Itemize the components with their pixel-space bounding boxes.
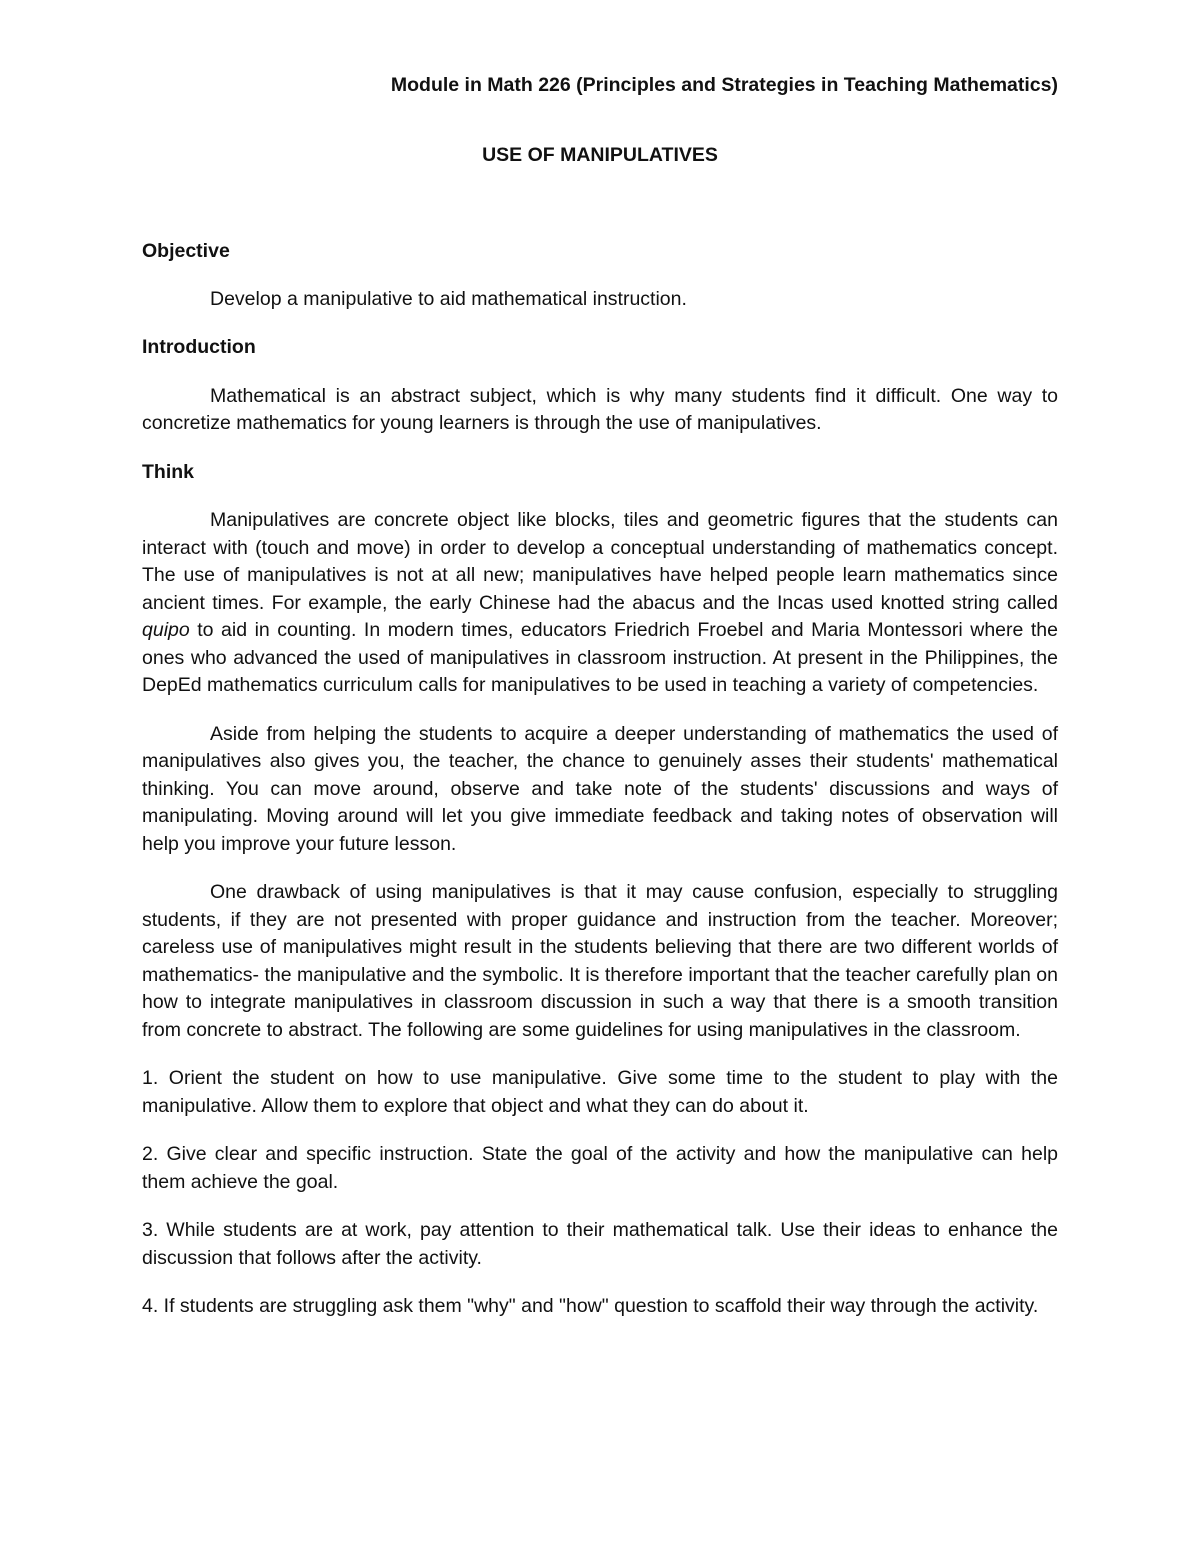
think-paragraph-1-part-a: Manipulatives are concrete object like blocks, tiles and geometric figures that the students can interact with (touch and move) in order to develop a conceptual understanding of mathematics concept. The use of manipulatives is not at all new; manipulatives have helped people learn mathematics since ancient times. For example, the early Chinese had the abacus and the Incas used knotted string called — [142, 509, 1058, 614]
page-title: USE OF MANIPULATIVES — [482, 144, 718, 166]
module-header: Module in Math 226 (Principles and Strategies in Teaching Mathematics) — [390, 74, 1058, 96]
think-paragraph-3: One drawback of using manipulatives is that it may cause confusion, especially to struggling students, if they are not presented with proper guidance and instruction from the teacher. Moreover; careless use of manipulatives might result in the students believing that there are two different worlds of mathematics- the manipulative and the symbolic. It is therefore important that the teacher carefully plan on how to integrate manipulatives in classroom discussion in such a way that there is a smooth transition from concrete to abstract. The following are some guidelines for using manipulatives in the classroom. — [142, 881, 1058, 1041]
introduction-heading: Introduction — [142, 336, 256, 358]
guideline-3: 3. While students are at work, pay attention to their mathematical talk. Use their ideas to enhance the discussion that follows after the activity. — [142, 1219, 1058, 1269]
guideline-4: 4. If students are struggling ask them "why" and "how" question to scaffold their way through the activity. — [142, 1295, 1039, 1317]
think-paragraph-1-part-b: to aid in counting. In modern times, educators Friedrich Froebel and Maria Montessori where the ones who advanced the used of manipulatives in classroom instruction. At present in the Philippines, the DepEd mathematics curriculum calls for manipulatives to be used in teaching a variety of competencies. — [142, 619, 1058, 696]
objective-heading: Objective — [142, 240, 230, 262]
guideline-2: 2. Give clear and specific instruction. State the goal of the activity and how the manipulative can help them achieve the goal. — [142, 1143, 1058, 1193]
introduction-text: Mathematical is an abstract subject, which is why many students find it difficult. One way to concretize mathematics for young learners is through the use of manipulatives. — [142, 384, 1058, 434]
quipo-term: quipo — [142, 619, 190, 641]
think-paragraph-1 — [142, 507, 1058, 700]
think-paragraph-2: Aside from helping the students to acquire a deeper understanding of mathematics the used of manipulatives also gives you, the teacher, the chance to genuinely asses their students' mathematical thinking. You can move around, observe and take note of the students' discussions and ways of manipulating. Moving around will let you give immediate feedback and taking notes of observation will help you improve your future lesson. — [142, 722, 1058, 855]
think-heading: Think — [142, 460, 194, 483]
objective-text: Develop a manipulative to aid mathematical instruction. — [210, 287, 687, 310]
document-body — [142, 238, 1058, 1321]
guideline-1: 1. Orient the student on how to use manipulative. Give some time to the student to play with the manipulative. Allow them to explore that object and what they can do about it. — [142, 1067, 1058, 1117]
